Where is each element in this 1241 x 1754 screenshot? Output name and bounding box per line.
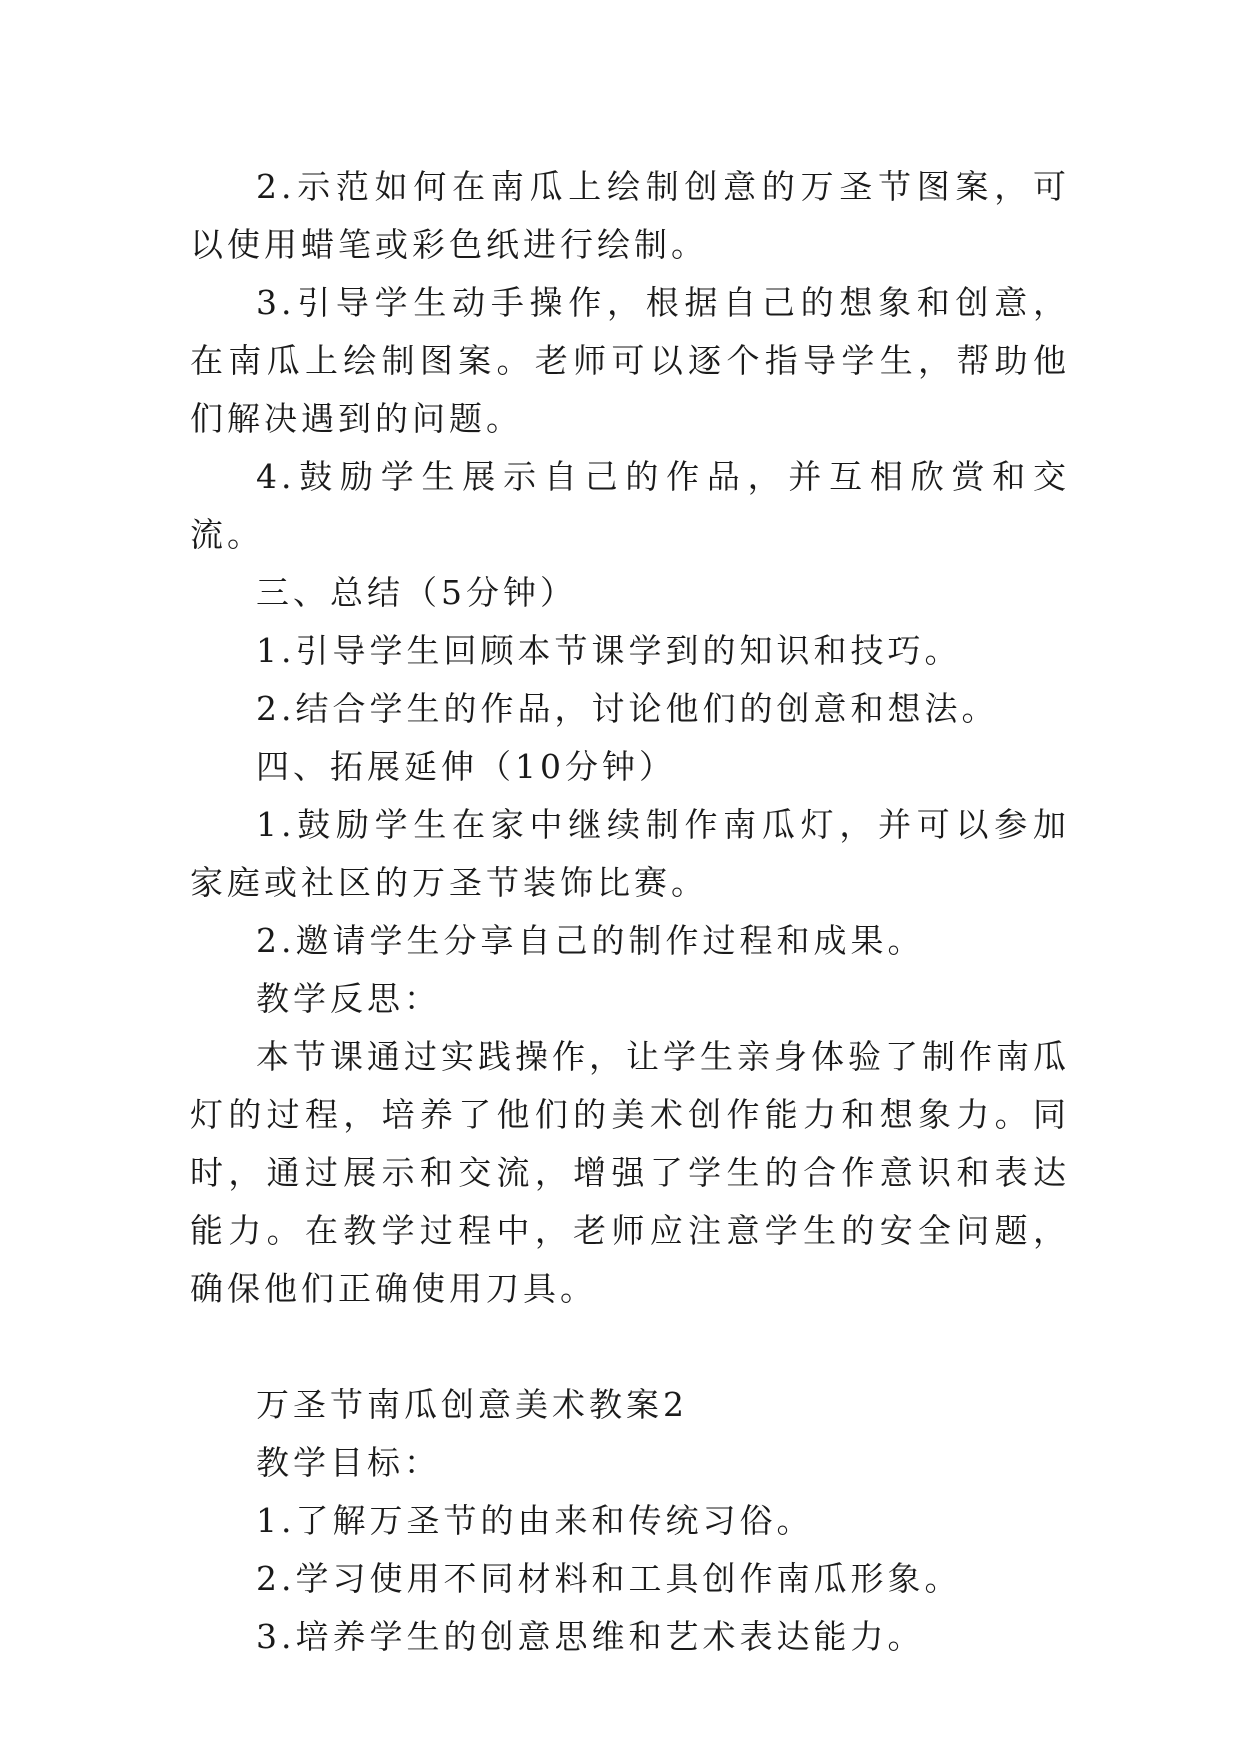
- paragraph-objective-3: 3.培养学生的创意思维和艺术表达能力。: [256, 1617, 925, 1656]
- paragraph-step-2-demo: 2.示范如何在南瓜上绘制创意的万圣节图案，可以使用蜡笔或彩色纸进行绘制。: [190, 167, 1070, 264]
- section-heading-extension: 四、拓展延伸（10分钟）: [256, 747, 676, 786]
- section-heading-reflection: 教学反思：: [256, 979, 441, 1018]
- section-spacer: [190, 1318, 1070, 1376]
- paragraph-extension-1: 1.鼓励学生在家中继续制作南瓜灯，并可以参加家庭或社区的万圣节装饰比赛。: [190, 805, 1070, 902]
- section-heading-objectives: 教学目标：: [256, 1443, 441, 1482]
- lesson-plan-2-title: 万圣节南瓜创意美术教案2: [256, 1385, 688, 1424]
- paragraph-step-3-guide: 3.引导学生动手操作，根据自己的想象和创意，在南瓜上绘制图案。老师可以逐个指导学生，帮助他们解决遇到的问题。: [190, 283, 1070, 438]
- paragraph-reflection: 本节课通过实践操作，让学生亲身体验了制作南瓜灯的过程，培养了他们的美术创作能力和想象力。同时，通过展示和交流，增强了学生的合作意识和表达能力。在教学过程中，老师应注意学生的安全问题，确保他们正确使用刀具。: [190, 1037, 1070, 1308]
- paragraph-step-4-show: 4.鼓励学生展示自己的作品，并互相欣赏和交流。: [190, 457, 1070, 554]
- paragraph-objective-2: 2.学习使用不同材料和工具创作南瓜形象。: [256, 1559, 962, 1598]
- paragraph-summary-1: 1.引导学生回顾本节课学到的知识和技巧。: [256, 631, 962, 670]
- paragraph-extension-2: 2.邀请学生分享自己的制作过程和成果。: [256, 921, 925, 960]
- paragraph-summary-2: 2.结合学生的作品，讨论他们的创意和想法。: [256, 689, 999, 728]
- document-body: [190, 158, 1070, 1666]
- paragraph-objective-1: 1.了解万圣节的由来和传统习俗。: [256, 1501, 814, 1540]
- section-heading-summary: 三、总结（5分钟）: [256, 573, 577, 612]
